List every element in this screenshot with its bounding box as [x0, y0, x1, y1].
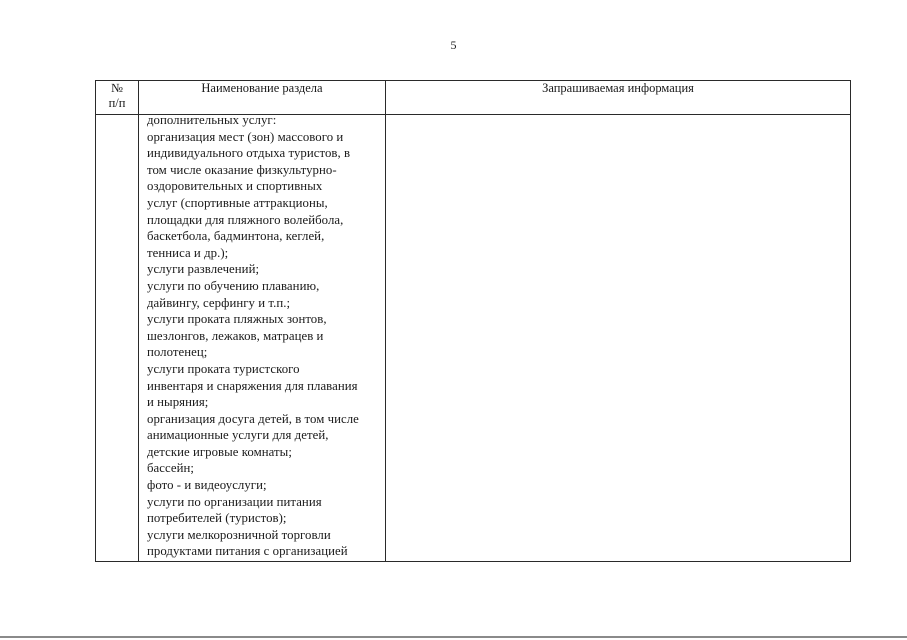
section-name-line: баскетбола, бадминтона, кеглей,	[147, 229, 325, 244]
section-name-line: дополнительных услуг:	[147, 113, 277, 127]
table-row	[96, 115, 851, 562]
page-number: 5	[450, 38, 457, 52]
scan-bottom-edge	[0, 636, 907, 638]
header-number-abbrev: п/п	[108, 96, 126, 110]
document-table	[95, 80, 851, 562]
section-name-line: шезлонгов, лежаков, матрацев и	[147, 328, 324, 343]
row-section-name-cell	[139, 115, 386, 562]
header-requested-info: Запрашиваемая информация	[386, 81, 851, 115]
section-name-line: оздоровительных и спортивных	[147, 179, 323, 194]
section-name-line: бассейн;	[147, 461, 195, 476]
section-name-line: организация досуга детей, в том числе	[147, 411, 359, 426]
section-name-line: полотенец;	[147, 345, 208, 360]
section-name-line: услуг (спортивные аттракционы,	[147, 195, 328, 210]
header-section-name: Наименование раздела	[139, 81, 386, 115]
section-name-line: тенниса и др.);	[147, 245, 229, 260]
section-name-text	[147, 112, 381, 560]
section-name-line: потребителей (туристов);	[147, 511, 287, 526]
section-name-line: инвентаря и снаряжения для плавания	[147, 378, 358, 393]
section-name-line: услуги развлечений;	[147, 262, 260, 277]
section-name-line: услуги по организации питания	[147, 494, 322, 509]
header-number	[96, 81, 139, 115]
section-name-line: том числе оказание физкультурно-	[147, 162, 337, 177]
section-name-line: услуги по обучению плаванию,	[147, 278, 320, 293]
section-name-line: организация мест (зон) массового и	[147, 129, 344, 144]
section-name-line: услуги проката туристского	[147, 361, 300, 376]
section-name-line: услуги проката пляжных зонтов,	[147, 312, 327, 327]
section-name-line: и ныряния;	[147, 395, 209, 410]
section-name-line: площадки для пляжного волейбола,	[147, 212, 344, 227]
section-name-line: фото - и видеоуслуги;	[147, 478, 267, 493]
section-name-line: дайвингу, серфингу и т.п.;	[147, 295, 291, 310]
row-requested-info-cell	[386, 115, 851, 562]
section-name-line: детские игровые комнаты;	[147, 444, 292, 459]
section-name-line: индивидуального отдыха туристов, в	[147, 146, 351, 161]
section-name-line: услуги мелкорозничной торговли	[147, 527, 331, 542]
header-number-symbol: №	[111, 81, 123, 95]
section-name-line: продуктами питания с организацией	[147, 544, 348, 559]
table-header-row	[96, 81, 851, 115]
row-number-cell	[96, 115, 139, 562]
section-name-line: анимационные услуги для детей,	[147, 428, 329, 443]
